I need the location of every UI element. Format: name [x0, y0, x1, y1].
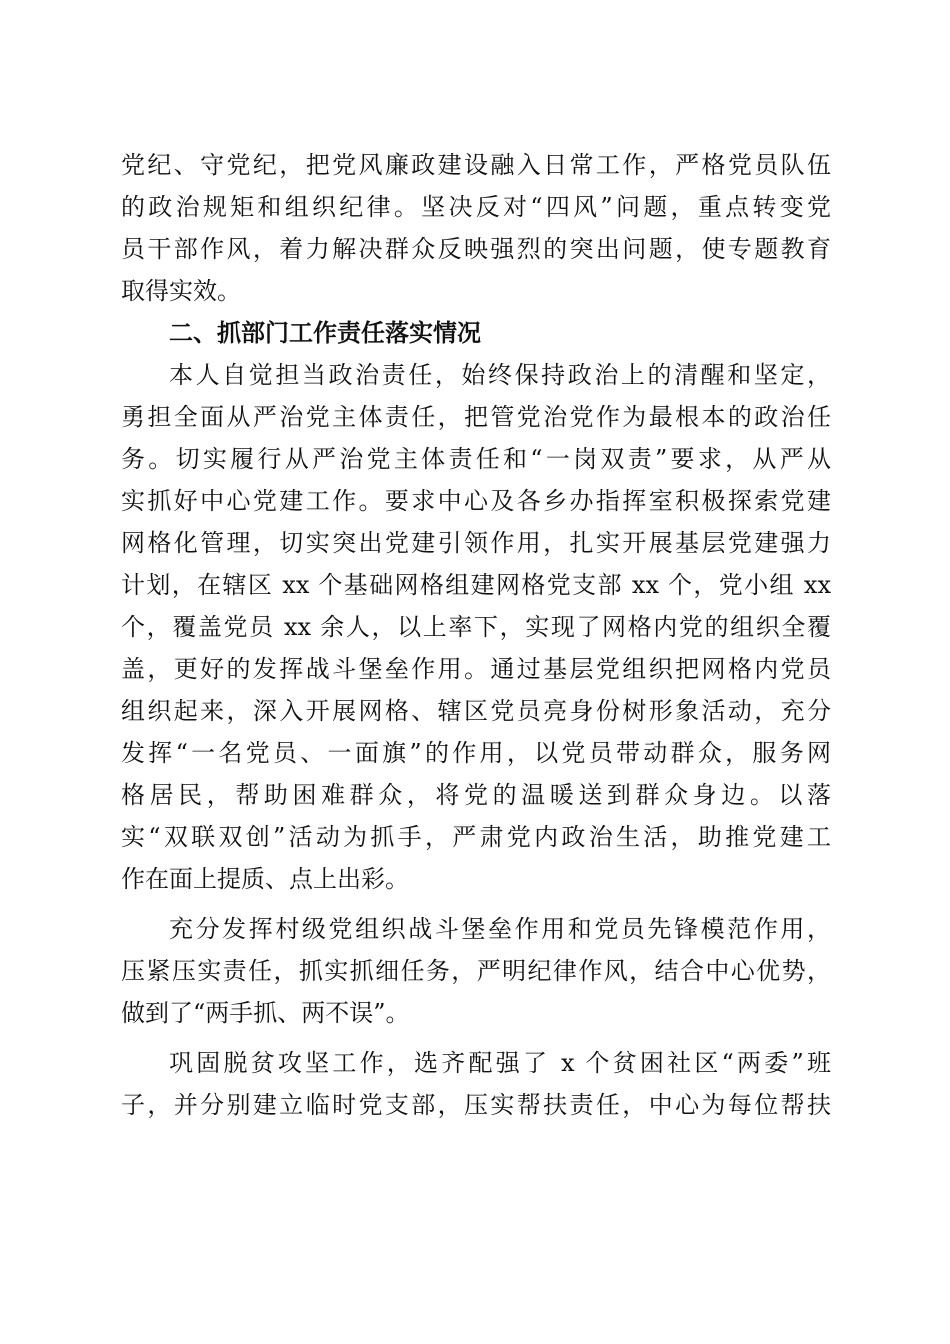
document-body	[121, 144, 831, 1126]
text-line: 个，覆盖党员 xx 余人，以上率下，实现了网格内党的组织全覆	[121, 613, 831, 641]
text-line: 员干部作风，着力解决群众反映强烈的突出问题，使专题教育	[121, 235, 831, 263]
text-line: 务。切实履行从严治党主体责任和“一岗双责”要求，从严从	[121, 445, 831, 473]
text-line: 作在面上提质、点上出彩。	[121, 865, 409, 893]
text-line: 压紧压实责任，抓实抓细任务，严明纪律作风，结合中心优势，	[121, 957, 831, 985]
text-line: 发挥“一名党员、一面旗”的作用，以党员带动群众，服务网	[121, 739, 831, 767]
text-line: 格居民，帮助困难群众，将党的温暖送到群众身边。以落	[121, 781, 831, 809]
paragraph-4	[121, 1042, 831, 1126]
text-line: 党纪、守党纪，把党风廉政建设融入日常工作，严格党员队伍	[121, 151, 831, 179]
text-line: 取得实效。	[121, 277, 241, 305]
paragraph-2	[121, 354, 831, 900]
text-line: 盖，更好的发挥战斗堡垒作用。通过基层党组织把网格内党员	[121, 655, 831, 683]
text-line: 子，并分别建立临时党支部，压实帮扶责任，中心为每位帮扶	[121, 1091, 831, 1119]
section-heading: 二、抓部门工作责任落实情况	[169, 319, 481, 347]
text-line: 的政治规矩和组织纪律。坚决反对“四风”问题，重点转变党	[121, 193, 831, 221]
text-line: 充分发挥村级党组织战斗堡垒作用和党员先锋模范作用，	[169, 915, 831, 943]
text-line: 巩固脱贫攻坚工作，选齐配强了 x 个贫困社区“两委”班	[169, 1049, 831, 1077]
text-line: 本人自觉担当政治责任，始终保持政治上的清醒和坚定，	[169, 361, 831, 389]
text-line: 做到了“两手抓、两不误”。	[121, 999, 410, 1027]
text-line: 勇担全面从严治党主体责任，把管党治党作为最根本的政治任	[121, 403, 831, 431]
text-line: 实抓好中心党建工作。要求中心及各乡办指挥室积极探索党建	[121, 487, 831, 515]
text-line: 组织起来，深入开展网格、辖区党员亮身份树形象活动，充分	[121, 697, 831, 725]
paragraph-3	[121, 908, 831, 1034]
text-line: 网格化管理，切实突出党建引领作用，扎实开展基层党建强力	[121, 529, 831, 557]
text-line: 计划，在辖区 xx 个基础网格组建网格党支部 xx 个，党小组 xx	[121, 571, 831, 599]
paragraph-1	[121, 144, 831, 312]
text-line: 实“双联双创”活动为抓手，严肃党内政治生活，助推党建工	[121, 823, 831, 851]
